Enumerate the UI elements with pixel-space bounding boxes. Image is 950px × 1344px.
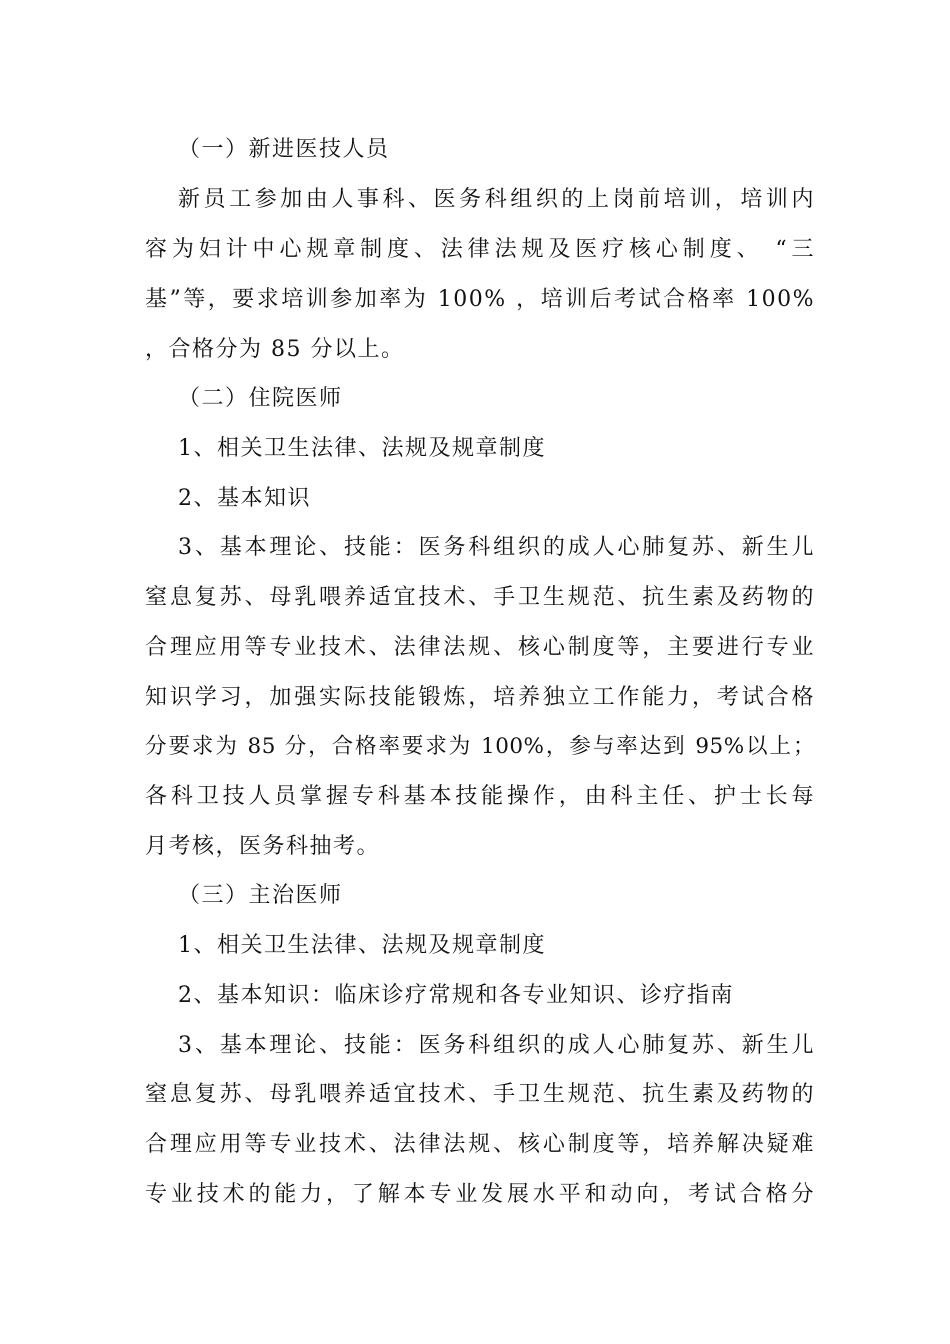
paragraph-line: 窒息复苏、母乳喂养适宜技术、手卫生规范、抗生素及药物的 (145, 1082, 815, 1107)
paragraph-line: 各科卫技人员掌握专科基本技能操作，由科主任、护士长每 (145, 784, 815, 809)
paragraph-line: ，合格分为 85 分以上。 (145, 337, 405, 362)
paragraph-line: 新员工参加由人事科、医务科组织的上岗前培训，培训内 (178, 187, 815, 212)
list-item: 3、基本理论、技能：医务科组织的成人心肺复苏、新生儿 (178, 535, 815, 560)
list-item: 1、相关卫生法律、法规及规章制度 (178, 436, 546, 461)
section-heading-attending: （三）主治医师 (178, 883, 343, 908)
section-heading-new-staff: （一）新进医技人员 (178, 137, 390, 162)
paragraph-line: 窒息复苏、母乳喂养适宜技术、手卫生规范、抗生素及药物的 (145, 585, 815, 610)
paragraph-line: 合理应用等专业技术、法律法规、核心制度等，培养解决疑难 (145, 1132, 815, 1157)
list-item: 2、基本知识 (178, 486, 311, 511)
paragraph-line: 分要求为 85 分，合格率要求为 100%，参与率达到 95%以上； (145, 734, 815, 759)
section-heading-resident: （二）住院医师 (178, 386, 343, 411)
paragraph-line: 容为妇计中心规章制度、法律法规及医疗核心制度、 “三 (145, 237, 815, 262)
list-item: 1、相关卫生法律、法规及规章制度 (178, 933, 546, 958)
paragraph-line: 合理应用等专业技术、法律法规、核心制度等，主要进行专业 (145, 635, 815, 660)
paragraph-line: 月考核，医务科抽考。 (145, 834, 381, 859)
paragraph-line: 专业技术的能力，了解本专业发展水平和动向，考试合格分 (145, 1182, 815, 1207)
list-item: 2、基本知识：临床诊疗常规和各专业知识、诊疗指南 (178, 983, 734, 1008)
list-item: 3、基本理论、技能：医务科组织的成人心肺复苏、新生儿 (178, 1033, 815, 1058)
paragraph-line: 知识学习，加强实际技能锻炼，培养独立工作能力，考试合格 (145, 685, 815, 710)
paragraph-line: 基”等，要求培训参加率为 100% ，培训后考试合格率 100% (145, 287, 815, 312)
